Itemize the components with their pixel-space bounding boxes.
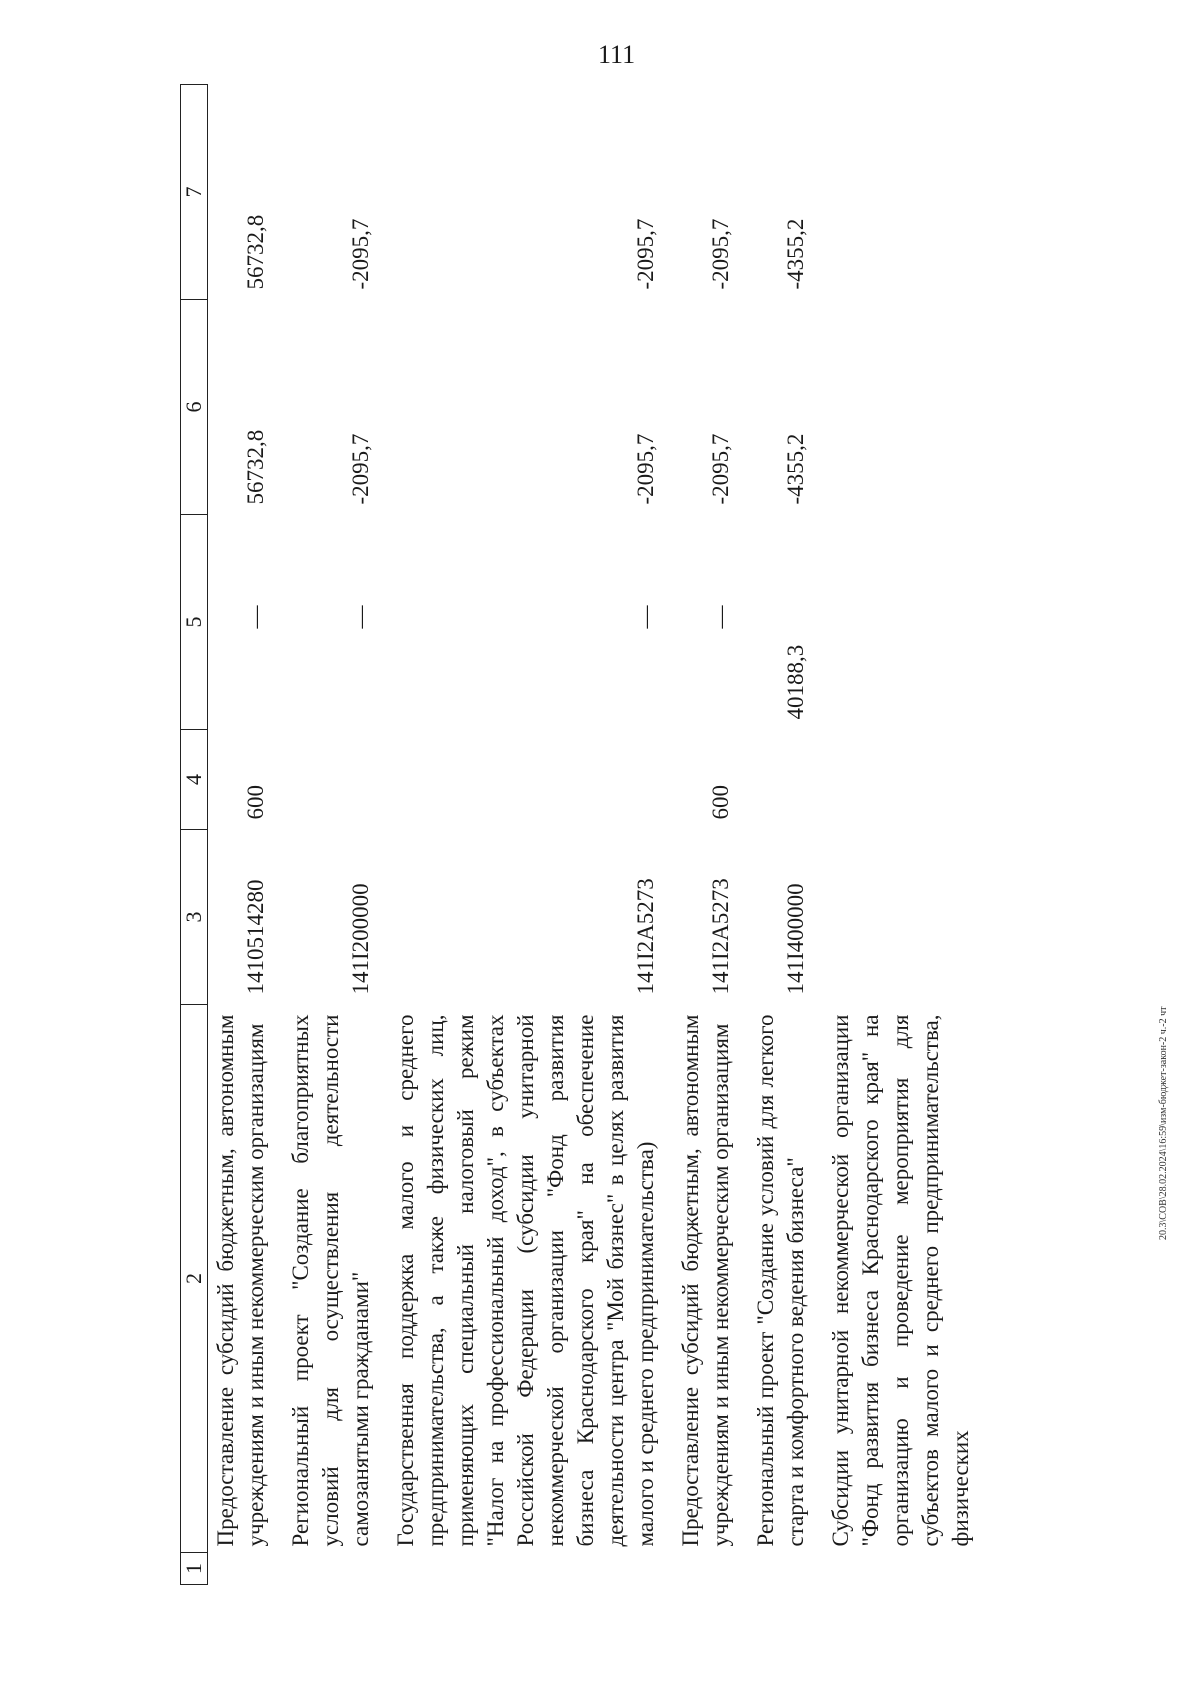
row-col7: -4355,2 [783,218,808,290]
row-type: 600 [708,785,733,820]
row-col5 [823,515,976,730]
row-description: Предоставление субсидий бюджетным, автономным учреждениям и иным некоммерческим организациям [678,1014,733,1547]
table-row [283,85,376,1585]
header-row [181,85,208,1585]
table-row [673,85,736,1585]
table-row [748,85,811,1585]
row-col6: -2095,7 [348,433,373,505]
header-cell: 7 [181,85,208,300]
row-col7: 56732,8 [243,214,268,290]
row-description: Региональный проект "Создание благоприятных условий для осуществления деятельности самозанятыми гражданами" [288,1014,373,1547]
row-col7: -2095,7 [708,218,733,290]
rotated-table-area [180,85,1080,1585]
row-col5: — [348,605,373,629]
row-description: Субсидии унитарной некоммерческой организации "Фонд развития бизнеса Краснодарского края" на организацию и проведение мероприятия для субъектов малого и среднего предпринимательства, физических [828,1014,973,1547]
row-code: 1410514280 [243,879,268,995]
table-row [823,85,976,1585]
row-col7 [823,85,976,300]
row-col7: -2095,7 [633,218,658,290]
header-cell: 1 [181,1553,208,1585]
row-col6: -2095,7 [633,433,658,505]
header-cell: 6 [181,300,208,515]
row-type [823,730,976,830]
header-cell: 3 [181,830,208,1005]
row-code: 141I200000 [348,883,373,995]
row-col6 [823,300,976,515]
row-col6: -4355,2 [783,433,808,505]
row-type [748,730,811,830]
table-row [388,85,661,1585]
row-code: 141I400000 [783,883,808,995]
row-col6: 56732,8 [243,429,268,505]
row-type [283,730,376,830]
row-code [823,830,976,1005]
header-cell: 5 [181,515,208,730]
row-col5: 40188,3 [783,644,808,720]
row-type [388,730,661,830]
row-code: 141I2A5273 [633,878,658,995]
row-type: 600 [243,785,268,820]
row-col5: — [708,605,733,629]
row-description: Региональный проект "Создание условий для легкого старта и комфортного ведения бизнеса" [753,1014,808,1547]
footer-stamp: 20.3\СОВ\28.02.2024\16:59\изм-бюджет-закон-2 ч.-2 чт [1158,1006,1169,1240]
row-code: 141I2A5273 [708,878,733,995]
table-row [208,85,272,1585]
row-col5: — [633,605,658,629]
row-col5: — [243,605,268,629]
row-col6: -2095,7 [708,433,733,505]
row-col7: -2095,7 [348,218,373,290]
header-cell: 4 [181,730,208,830]
row-description: Государственная поддержка малого и среднего предпринимательства, а также физических лиц, применяющих специальный налоговый режим "Налог на профессиональный доход", в субъектах Российской Федерации (субсидии унитарной некоммерческой организации "Фонд развития бизнеса Краснодарского края" на обеспечение деятельности центра "Мой бизнес" в целях развития малого и среднего предпринимательства) [393,1014,658,1547]
page-number: 111 [598,40,636,69]
header-cell: 2 [181,1005,208,1553]
budget-table [180,84,976,1585]
row-description: Предоставление субсидий бюджетным, автономным учреждениям и иным некоммерческим организациям [213,1014,268,1547]
